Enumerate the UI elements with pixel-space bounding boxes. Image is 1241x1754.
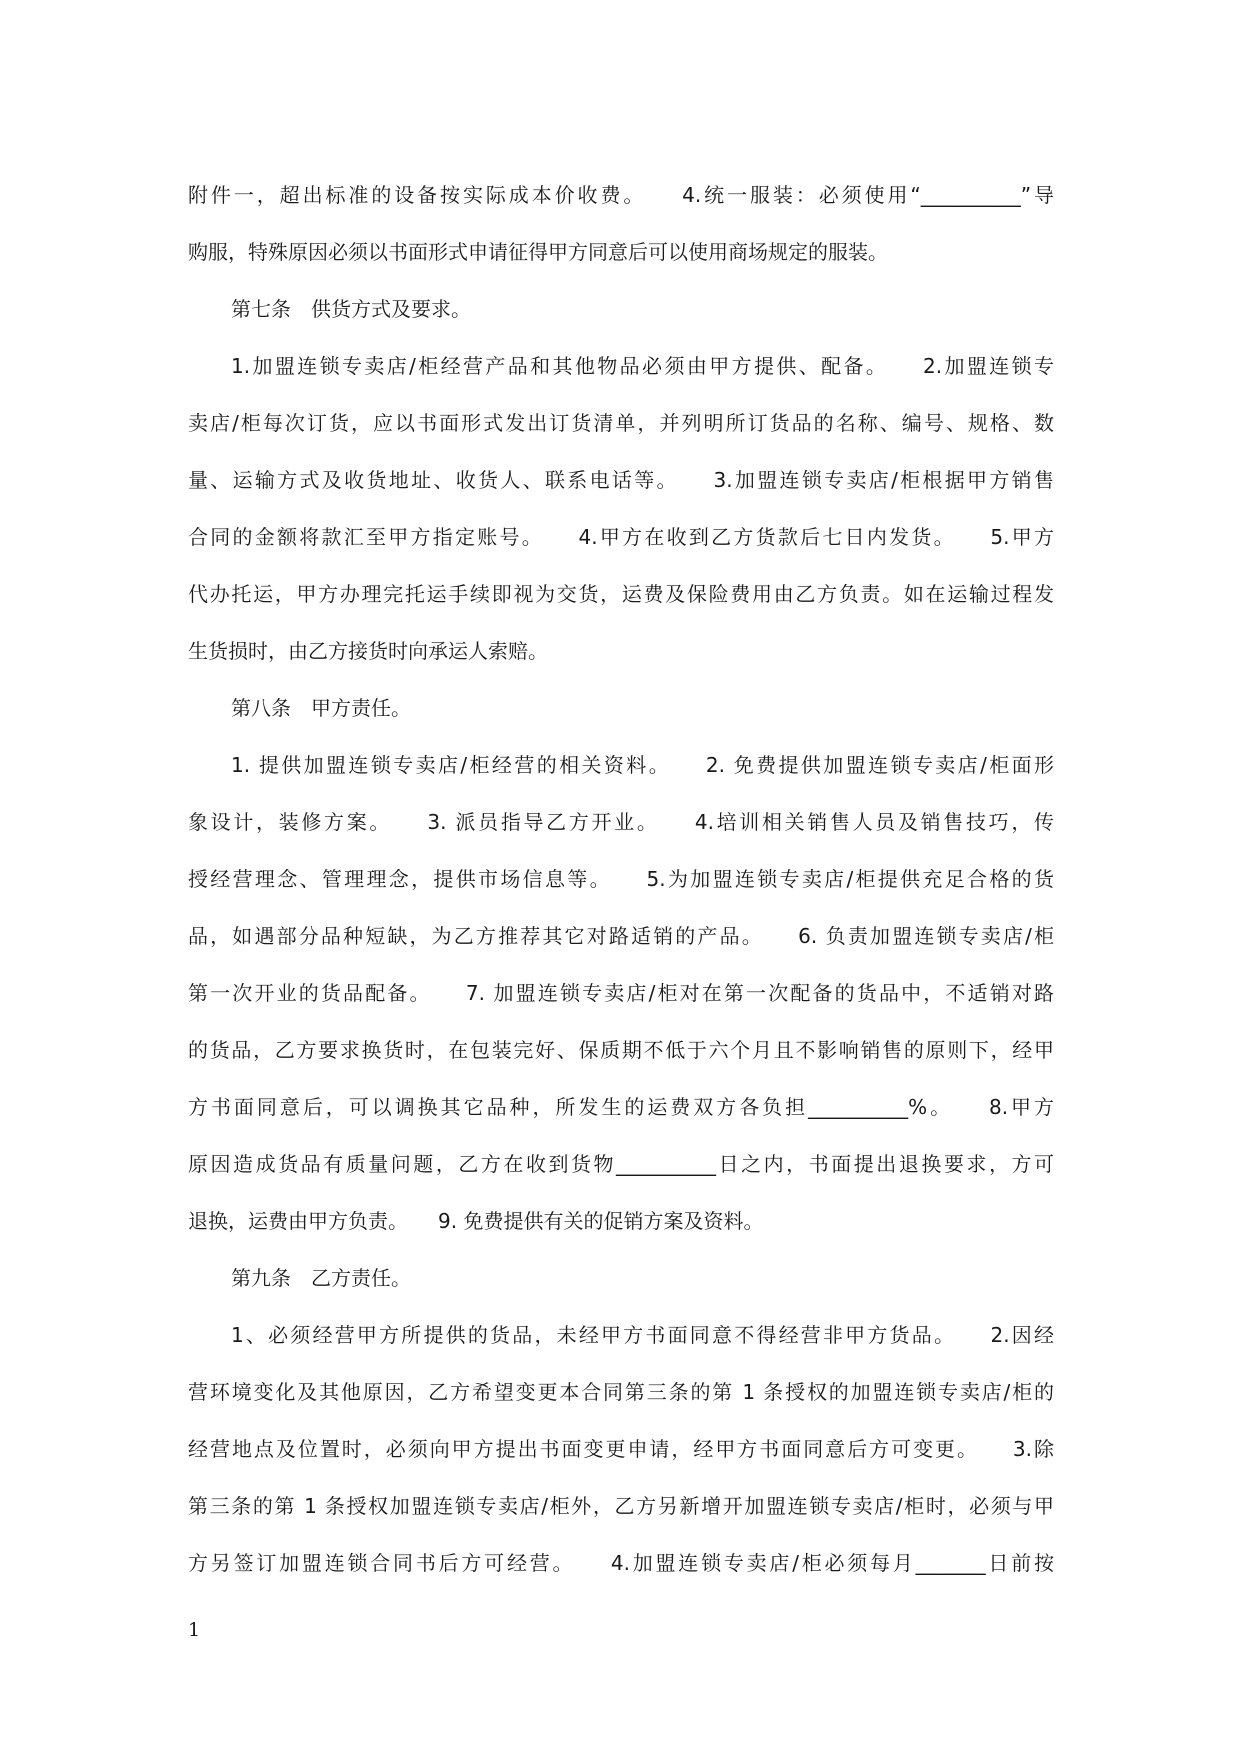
article-9-heading: 第九条 乙方责任。 (231, 1266, 411, 1290)
text-line: 第一次开业的货品配备。 7. 加盟连锁专卖店/柜对在第一次配备的货品中，不适销对路 (188, 981, 1054, 1005)
text-line: 卖店/柜每次订货，应以书面形式发出订货清单，并列明所订货品的名称、编号、规格、数 (188, 411, 1054, 435)
article-8-heading: 第八条 甲方责任。 (231, 696, 411, 720)
text-line: 1. 提供加盟连锁专卖店/柜经营的相关资料。 2. 免费提供加盟连锁专卖店/柜面形 (231, 753, 1054, 777)
contract-body (188, 167, 1054, 1592)
text-line: 1.加盟连锁专卖店/柜经营产品和其他物品必须由甲方提供、配备。 2.加盟连锁专 (231, 354, 1054, 378)
text-line: 合同的金额将款汇至甲方指定账号。 4.甲方在收到乙方货款后七日内发货。 5.甲方 (188, 525, 1054, 549)
text-line: 退换，运费由甲方负责。 9. 免费提供有关的促销方案及资料。 (188, 1209, 764, 1233)
text-line: 品，如遇部分品种短缺，为乙方推荐其它对路适销的产品。 6. 负责加盟连锁专卖店/柜 (188, 924, 1054, 948)
text-line: 1、必须经营甲方所提供的货品，未经甲方书面同意不得经营非甲方货品。 2.因经 (231, 1323, 1054, 1347)
text-line: 附件一，超出标准的设备按实际成本价收费。 4.统一服装：必须使用“__________”导 (188, 183, 1054, 207)
page-number: 1 (188, 1619, 201, 1641)
text-line: 的货品，乙方要求换货时，在包装完好、保质期不低于六个月且不影响销售的原则下，经甲 (188, 1038, 1054, 1062)
text-line: 象设计，装修方案。 3. 派员指导乙方开业。 4.培训相关销售人员及销售技巧，传 (188, 810, 1054, 834)
text-line: 购服，特殊原因必须以书面形式申请征得甲方同意后可以使用商场规定的服装。 (188, 240, 888, 264)
text-line: 方另签订加盟连锁合同书后方可经营。 4.加盟连锁专卖店/柜必须每月_______日前按 (188, 1551, 1054, 1575)
text-line: 授经营理念、管理理念，提供市场信息等。 5.为加盟连锁专卖店/柜提供充足合格的货 (188, 867, 1054, 891)
text-line: 营环境变化及其他原因，乙方希望变更本合同第三条的第 1 条授权的加盟连锁专卖店/柜的 (188, 1380, 1054, 1404)
text-line: 原因造成货品有质量问题，乙方在收到货物__________日之内，书面提出退换要求，方可 (188, 1152, 1054, 1176)
text-line: 生货损时，由乙方接货时向承运人索赔。 (188, 639, 548, 663)
text-line: 方书面同意后，可以调换其它品种，所发生的运费双方各负担__________%。 8.甲方 (188, 1095, 1054, 1119)
text-line: 经营地点及位置时，必须向甲方提出书面变更申请，经甲方书面同意后方可变更。 3.除 (188, 1437, 1054, 1461)
text-line: 第三条的第 1 条授权加盟连锁专卖店/柜外，乙方另新增开加盟连锁专卖店/柜时，必须与甲 (188, 1494, 1054, 1518)
text-line: 量、运输方式及收货地址、收货人、联系电话等。 3.加盟连锁专卖店/柜根据甲方销售 (188, 468, 1054, 492)
text-line: 代办托运，甲方办理完托运手续即视为交货，运费及保险费用由乙方负责。如在运输过程发 (188, 582, 1054, 606)
article-7-heading: 第七条 供货方式及要求。 (231, 297, 471, 321)
